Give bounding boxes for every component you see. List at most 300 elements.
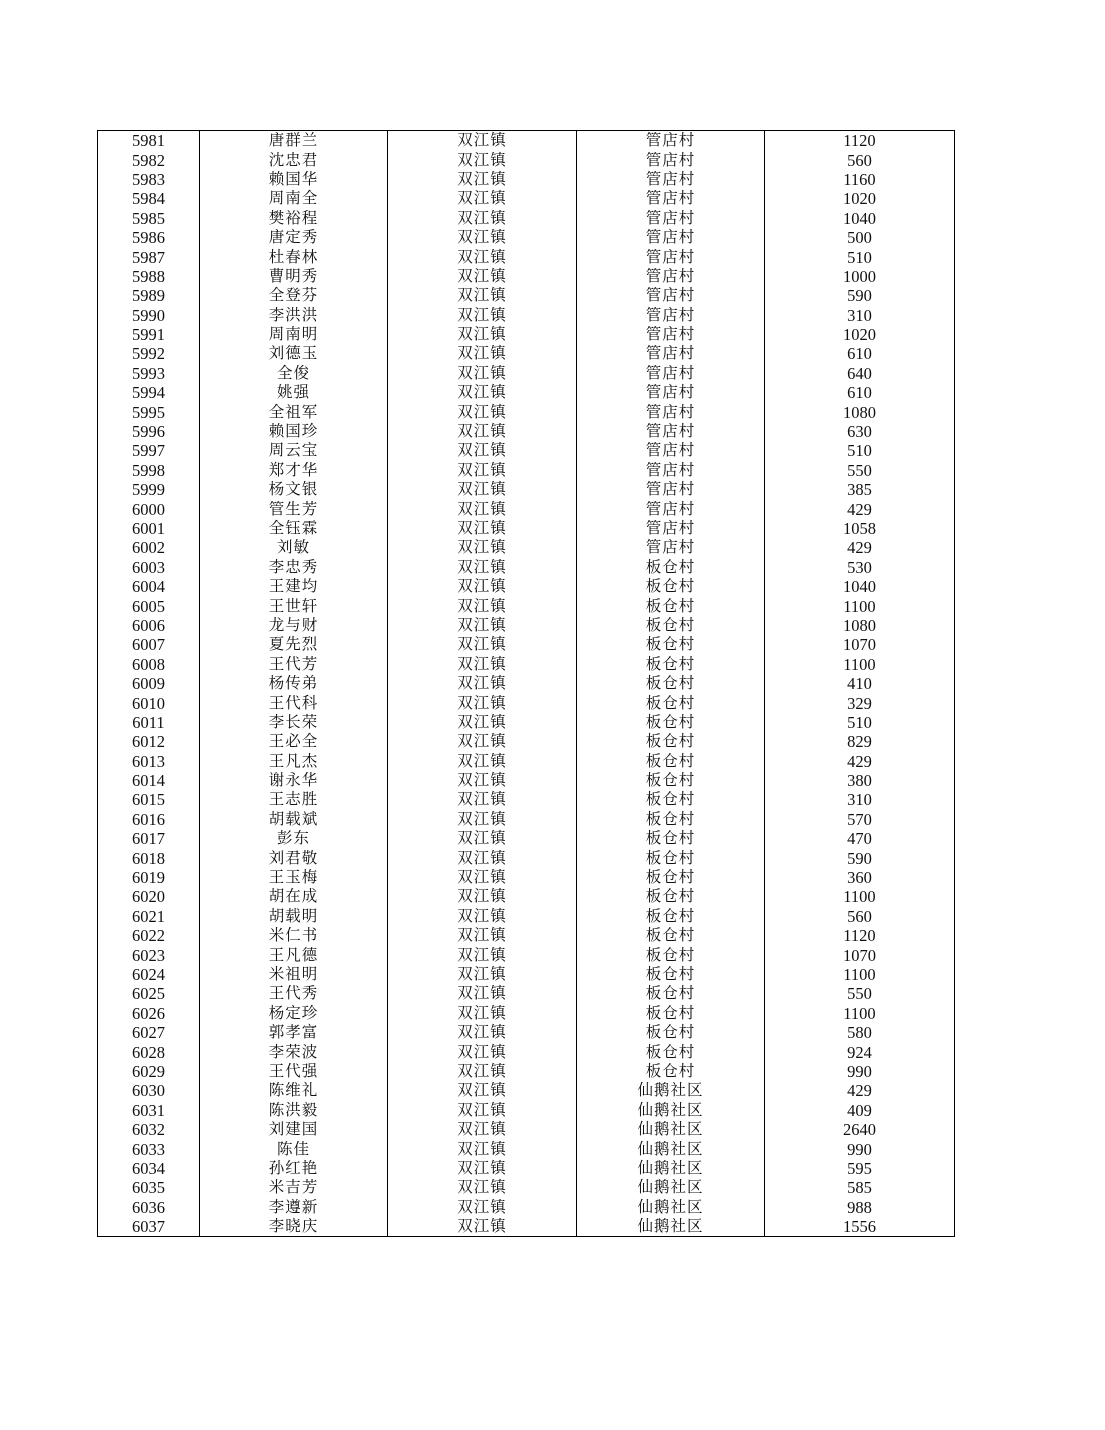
town-cell: 双江镇 <box>388 945 577 964</box>
amount-cell: 829 <box>765 732 955 751</box>
table-row <box>98 422 955 441</box>
table-row <box>98 790 955 809</box>
village-cell: 板仓村 <box>577 965 765 984</box>
amount-cell: 550 <box>765 461 955 480</box>
row-number-cell: 6027 <box>98 1023 200 1042</box>
town-cell: 双江镇 <box>388 480 577 499</box>
name-cell: 王世轩 <box>200 596 388 615</box>
village-cell: 管店村 <box>577 170 765 189</box>
amount-cell: 1000 <box>765 267 955 286</box>
table-row <box>98 771 955 790</box>
village-cell: 板仓村 <box>577 829 765 848</box>
town-cell: 双江镇 <box>388 1081 577 1100</box>
table-row <box>98 189 955 208</box>
row-number-cell: 6028 <box>98 1042 200 1061</box>
town-cell: 双江镇 <box>388 228 577 247</box>
town-cell: 双江镇 <box>388 150 577 169</box>
name-cell: 管生芳 <box>200 499 388 518</box>
amount-cell: 1070 <box>765 635 955 654</box>
amount-cell: 510 <box>765 441 955 460</box>
table-row <box>98 752 955 771</box>
village-cell: 仙鹅社区 <box>577 1120 765 1139</box>
town-cell: 双江镇 <box>388 771 577 790</box>
amount-cell: 310 <box>765 790 955 809</box>
town-cell: 双江镇 <box>388 538 577 557</box>
name-cell: 李忠秀 <box>200 558 388 577</box>
row-number-cell: 5988 <box>98 267 200 286</box>
village-cell: 仙鹅社区 <box>577 1159 765 1178</box>
amount-cell: 470 <box>765 829 955 848</box>
table-row <box>98 1042 955 1061</box>
village-cell: 板仓村 <box>577 693 765 712</box>
table-row <box>98 1062 955 1081</box>
row-number-cell: 6026 <box>98 1004 200 1023</box>
row-number-cell: 5998 <box>98 461 200 480</box>
town-cell: 双江镇 <box>388 887 577 906</box>
town-cell: 双江镇 <box>388 422 577 441</box>
amount-cell: 510 <box>765 713 955 732</box>
village-cell: 板仓村 <box>577 635 765 654</box>
name-cell: 王凡杰 <box>200 752 388 771</box>
amount-cell: 329 <box>765 693 955 712</box>
village-cell: 板仓村 <box>577 577 765 596</box>
amount-cell: 630 <box>765 422 955 441</box>
table-row <box>98 441 955 460</box>
amount-cell: 590 <box>765 848 955 867</box>
name-cell: 夏先烈 <box>200 635 388 654</box>
town-cell: 双江镇 <box>388 965 577 984</box>
row-number-cell: 5999 <box>98 480 200 499</box>
name-cell: 王志胜 <box>200 790 388 809</box>
name-cell: 王代科 <box>200 693 388 712</box>
table-row <box>98 480 955 499</box>
amount-cell: 990 <box>765 1062 955 1081</box>
name-cell: 孙红艳 <box>200 1159 388 1178</box>
village-cell: 板仓村 <box>577 1062 765 1081</box>
village-cell: 管店村 <box>577 499 765 518</box>
town-cell: 双江镇 <box>388 364 577 383</box>
row-number-cell: 6011 <box>98 713 200 732</box>
row-number-cell: 6037 <box>98 1217 200 1237</box>
table-row <box>98 1004 955 1023</box>
row-number-cell: 6022 <box>98 926 200 945</box>
amount-cell: 1100 <box>765 887 955 906</box>
row-number-cell: 6033 <box>98 1139 200 1158</box>
town-cell: 双江镇 <box>388 499 577 518</box>
row-number-cell: 5984 <box>98 189 200 208</box>
village-cell: 板仓村 <box>577 655 765 674</box>
village-cell: 管店村 <box>577 286 765 305</box>
row-number-cell: 5986 <box>98 228 200 247</box>
village-cell: 板仓村 <box>577 1042 765 1061</box>
village-cell: 板仓村 <box>577 810 765 829</box>
row-number-cell: 5997 <box>98 441 200 460</box>
table-row <box>98 829 955 848</box>
row-number-cell: 6004 <box>98 577 200 596</box>
amount-cell: 990 <box>765 1139 955 1158</box>
table-row <box>98 887 955 906</box>
row-number-cell: 6021 <box>98 907 200 926</box>
name-cell: 彭东 <box>200 829 388 848</box>
name-cell: 王代芳 <box>200 655 388 674</box>
table-row <box>98 344 955 363</box>
village-cell: 管店村 <box>577 150 765 169</box>
town-cell: 双江镇 <box>388 674 577 693</box>
table-row <box>98 364 955 383</box>
row-number-cell: 6010 <box>98 693 200 712</box>
village-cell: 板仓村 <box>577 732 765 751</box>
amount-cell: 1120 <box>765 131 955 151</box>
amount-cell: 510 <box>765 247 955 266</box>
row-number-cell: 5996 <box>98 422 200 441</box>
village-cell: 板仓村 <box>577 616 765 635</box>
table-row <box>98 286 955 305</box>
amount-cell: 1100 <box>765 1004 955 1023</box>
table-row <box>98 577 955 596</box>
table-row <box>98 635 955 654</box>
name-cell: 胡载明 <box>200 907 388 926</box>
village-cell: 管店村 <box>577 325 765 344</box>
town-cell: 双江镇 <box>388 1159 577 1178</box>
amount-cell: 1100 <box>765 655 955 674</box>
village-cell: 板仓村 <box>577 868 765 887</box>
amount-cell: 590 <box>765 286 955 305</box>
roster-table-body <box>98 131 955 1237</box>
amount-cell: 560 <box>765 907 955 926</box>
name-cell: 胡载斌 <box>200 810 388 829</box>
town-cell: 双江镇 <box>388 286 577 305</box>
amount-cell: 409 <box>765 1101 955 1120</box>
town-cell: 双江镇 <box>388 1120 577 1139</box>
village-cell: 管店村 <box>577 209 765 228</box>
town-cell: 双江镇 <box>388 461 577 480</box>
name-cell: 樊裕程 <box>200 209 388 228</box>
amount-cell: 530 <box>765 558 955 577</box>
amount-cell: 1020 <box>765 325 955 344</box>
town-cell: 双江镇 <box>388 732 577 751</box>
table-row <box>98 1081 955 1100</box>
village-cell: 板仓村 <box>577 674 765 693</box>
amount-cell: 380 <box>765 771 955 790</box>
table-row <box>98 655 955 674</box>
name-cell: 李晓庆 <box>200 1217 388 1237</box>
row-number-cell: 5981 <box>98 131 200 151</box>
table-row <box>98 1159 955 1178</box>
name-cell: 郭孝富 <box>200 1023 388 1042</box>
table-row <box>98 325 955 344</box>
row-number-cell: 5991 <box>98 325 200 344</box>
amount-cell: 1058 <box>765 519 955 538</box>
name-cell: 杨文银 <box>200 480 388 499</box>
amount-cell: 429 <box>765 538 955 557</box>
row-number-cell: 6029 <box>98 1062 200 1081</box>
village-cell: 管店村 <box>577 247 765 266</box>
row-number-cell: 6034 <box>98 1159 200 1178</box>
name-cell: 全祖军 <box>200 402 388 421</box>
table-row <box>98 945 955 964</box>
table-row <box>98 519 955 538</box>
table-row <box>98 131 955 151</box>
row-number-cell: 6030 <box>98 1081 200 1100</box>
table-row <box>98 810 955 829</box>
town-cell: 双江镇 <box>388 810 577 829</box>
table-row <box>98 499 955 518</box>
village-cell: 管店村 <box>577 402 765 421</box>
table-row <box>98 713 955 732</box>
row-number-cell: 6008 <box>98 655 200 674</box>
village-cell: 管店村 <box>577 422 765 441</box>
table-row <box>98 693 955 712</box>
town-cell: 双江镇 <box>388 519 577 538</box>
row-number-cell: 6024 <box>98 965 200 984</box>
row-number-cell: 5987 <box>98 247 200 266</box>
village-cell: 板仓村 <box>577 713 765 732</box>
table-row <box>98 868 955 887</box>
name-cell: 刘德玉 <box>200 344 388 363</box>
amount-cell: 1080 <box>765 402 955 421</box>
town-cell: 双江镇 <box>388 693 577 712</box>
town-cell: 双江镇 <box>388 1139 577 1158</box>
amount-cell: 385 <box>765 480 955 499</box>
amount-cell: 1100 <box>765 965 955 984</box>
name-cell: 谢永华 <box>200 771 388 790</box>
town-cell: 双江镇 <box>388 402 577 421</box>
name-cell: 沈忠君 <box>200 150 388 169</box>
village-cell: 板仓村 <box>577 558 765 577</box>
name-cell: 周云宝 <box>200 441 388 460</box>
amount-cell: 1080 <box>765 616 955 635</box>
name-cell: 陈维礼 <box>200 1081 388 1100</box>
name-cell: 郑才华 <box>200 461 388 480</box>
town-cell: 双江镇 <box>388 344 577 363</box>
amount-cell: 1120 <box>765 926 955 945</box>
name-cell: 唐定秀 <box>200 228 388 247</box>
name-cell: 李荣波 <box>200 1042 388 1061</box>
village-cell: 板仓村 <box>577 848 765 867</box>
row-number-cell: 6019 <box>98 868 200 887</box>
table-row <box>98 596 955 615</box>
name-cell: 刘敏 <box>200 538 388 557</box>
village-cell: 仙鹅社区 <box>577 1101 765 1120</box>
amount-cell: 580 <box>765 1023 955 1042</box>
row-number-cell: 6035 <box>98 1178 200 1197</box>
row-number-cell: 5993 <box>98 364 200 383</box>
village-cell: 管店村 <box>577 344 765 363</box>
amount-cell: 560 <box>765 150 955 169</box>
amount-cell: 595 <box>765 1159 955 1178</box>
name-cell: 李洪洪 <box>200 306 388 325</box>
row-number-cell: 5989 <box>98 286 200 305</box>
town-cell: 双江镇 <box>388 1101 577 1120</box>
name-cell: 周南明 <box>200 325 388 344</box>
village-cell: 管店村 <box>577 306 765 325</box>
amount-cell: 429 <box>765 752 955 771</box>
town-cell: 双江镇 <box>388 267 577 286</box>
village-cell: 板仓村 <box>577 907 765 926</box>
row-number-cell: 6009 <box>98 674 200 693</box>
town-cell: 双江镇 <box>388 907 577 926</box>
amount-cell: 1070 <box>765 945 955 964</box>
village-cell: 管店村 <box>577 189 765 208</box>
town-cell: 双江镇 <box>388 596 577 615</box>
row-number-cell: 6023 <box>98 945 200 964</box>
town-cell: 双江镇 <box>388 655 577 674</box>
name-cell: 全登芬 <box>200 286 388 305</box>
village-cell: 仙鹅社区 <box>577 1178 765 1197</box>
town-cell: 双江镇 <box>388 131 577 151</box>
name-cell: 姚强 <box>200 383 388 402</box>
village-cell: 板仓村 <box>577 790 765 809</box>
amount-cell: 610 <box>765 383 955 402</box>
amount-cell: 1556 <box>765 1217 955 1237</box>
town-cell: 双江镇 <box>388 247 577 266</box>
table-row <box>98 538 955 557</box>
row-number-cell: 6013 <box>98 752 200 771</box>
town-cell: 双江镇 <box>388 616 577 635</box>
row-number-cell: 6036 <box>98 1197 200 1216</box>
village-cell: 仙鹅社区 <box>577 1139 765 1158</box>
amount-cell: 1040 <box>765 209 955 228</box>
name-cell: 米吉芳 <box>200 1178 388 1197</box>
amount-cell: 310 <box>765 306 955 325</box>
row-number-cell: 6031 <box>98 1101 200 1120</box>
row-number-cell: 6018 <box>98 848 200 867</box>
village-cell: 管店村 <box>577 383 765 402</box>
table-row <box>98 383 955 402</box>
row-number-cell: 6006 <box>98 616 200 635</box>
town-cell: 双江镇 <box>388 189 577 208</box>
town-cell: 双江镇 <box>388 868 577 887</box>
table-row <box>98 732 955 751</box>
name-cell: 周南全 <box>200 189 388 208</box>
amount-cell: 550 <box>765 984 955 1003</box>
name-cell: 龙与财 <box>200 616 388 635</box>
amount-cell: 585 <box>765 1178 955 1197</box>
village-cell: 板仓村 <box>577 887 765 906</box>
table-row <box>98 228 955 247</box>
town-cell: 双江镇 <box>388 209 577 228</box>
village-cell: 管店村 <box>577 228 765 247</box>
town-cell: 双江镇 <box>388 577 577 596</box>
table-row <box>98 170 955 189</box>
row-number-cell: 6025 <box>98 984 200 1003</box>
name-cell: 全俊 <box>200 364 388 383</box>
name-cell: 赖国华 <box>200 170 388 189</box>
town-cell: 双江镇 <box>388 1197 577 1216</box>
name-cell: 赖国珍 <box>200 422 388 441</box>
row-number-cell: 6005 <box>98 596 200 615</box>
table-row <box>98 1139 955 1158</box>
row-number-cell: 5990 <box>98 306 200 325</box>
table-row <box>98 1197 955 1216</box>
table-row <box>98 247 955 266</box>
amount-cell: 429 <box>765 1081 955 1100</box>
row-number-cell: 6000 <box>98 499 200 518</box>
town-cell: 双江镇 <box>388 1217 577 1237</box>
name-cell: 陈洪毅 <box>200 1101 388 1120</box>
town-cell: 双江镇 <box>388 558 577 577</box>
town-cell: 双江镇 <box>388 635 577 654</box>
name-cell: 王建均 <box>200 577 388 596</box>
row-number-cell: 5995 <box>98 402 200 421</box>
row-number-cell: 6002 <box>98 538 200 557</box>
name-cell: 王凡德 <box>200 945 388 964</box>
name-cell: 杜春林 <box>200 247 388 266</box>
town-cell: 双江镇 <box>388 829 577 848</box>
town-cell: 双江镇 <box>388 383 577 402</box>
amount-cell: 570 <box>765 810 955 829</box>
row-number-cell: 5994 <box>98 383 200 402</box>
row-number-cell: 6001 <box>98 519 200 538</box>
amount-cell: 988 <box>765 1197 955 1216</box>
village-cell: 管店村 <box>577 538 765 557</box>
village-cell: 板仓村 <box>577 945 765 964</box>
town-cell: 双江镇 <box>388 1178 577 1197</box>
table-row <box>98 907 955 926</box>
village-cell: 板仓村 <box>577 1004 765 1023</box>
table-row <box>98 558 955 577</box>
row-number-cell: 6020 <box>98 887 200 906</box>
name-cell: 李遵新 <box>200 1197 388 1216</box>
amount-cell: 410 <box>765 674 955 693</box>
name-cell: 王代秀 <box>200 984 388 1003</box>
table-row <box>98 209 955 228</box>
table-row <box>98 616 955 635</box>
table-row <box>98 926 955 945</box>
row-number-cell: 6007 <box>98 635 200 654</box>
village-cell: 仙鹅社区 <box>577 1081 765 1100</box>
village-cell: 板仓村 <box>577 596 765 615</box>
town-cell: 双江镇 <box>388 306 577 325</box>
row-number-cell: 5985 <box>98 209 200 228</box>
table-row <box>98 674 955 693</box>
town-cell: 双江镇 <box>388 1042 577 1061</box>
row-number-cell: 6014 <box>98 771 200 790</box>
name-cell: 杨定珍 <box>200 1004 388 1023</box>
name-cell: 李长荣 <box>200 713 388 732</box>
town-cell: 双江镇 <box>388 984 577 1003</box>
table-row <box>98 267 955 286</box>
table-row <box>98 306 955 325</box>
name-cell: 杨传弟 <box>200 674 388 693</box>
amount-cell: 610 <box>765 344 955 363</box>
row-number-cell: 6015 <box>98 790 200 809</box>
table-row <box>98 1023 955 1042</box>
village-cell: 板仓村 <box>577 984 765 1003</box>
row-number-cell: 5992 <box>98 344 200 363</box>
table-row <box>98 461 955 480</box>
name-cell: 刘君敬 <box>200 848 388 867</box>
name-cell: 全钰霖 <box>200 519 388 538</box>
name-cell: 王必全 <box>200 732 388 751</box>
table-row <box>98 848 955 867</box>
row-number-cell: 6017 <box>98 829 200 848</box>
amount-cell: 1040 <box>765 577 955 596</box>
village-cell: 仙鹅社区 <box>577 1217 765 1237</box>
town-cell: 双江镇 <box>388 713 577 732</box>
amount-cell: 360 <box>765 868 955 887</box>
town-cell: 双江镇 <box>388 790 577 809</box>
village-cell: 管店村 <box>577 461 765 480</box>
table-row <box>98 1217 955 1237</box>
town-cell: 双江镇 <box>388 752 577 771</box>
village-cell: 板仓村 <box>577 1023 765 1042</box>
village-cell: 管店村 <box>577 364 765 383</box>
village-cell: 板仓村 <box>577 926 765 945</box>
village-cell: 仙鹅社区 <box>577 1197 765 1216</box>
amount-cell: 640 <box>765 364 955 383</box>
name-cell: 米祖明 <box>200 965 388 984</box>
